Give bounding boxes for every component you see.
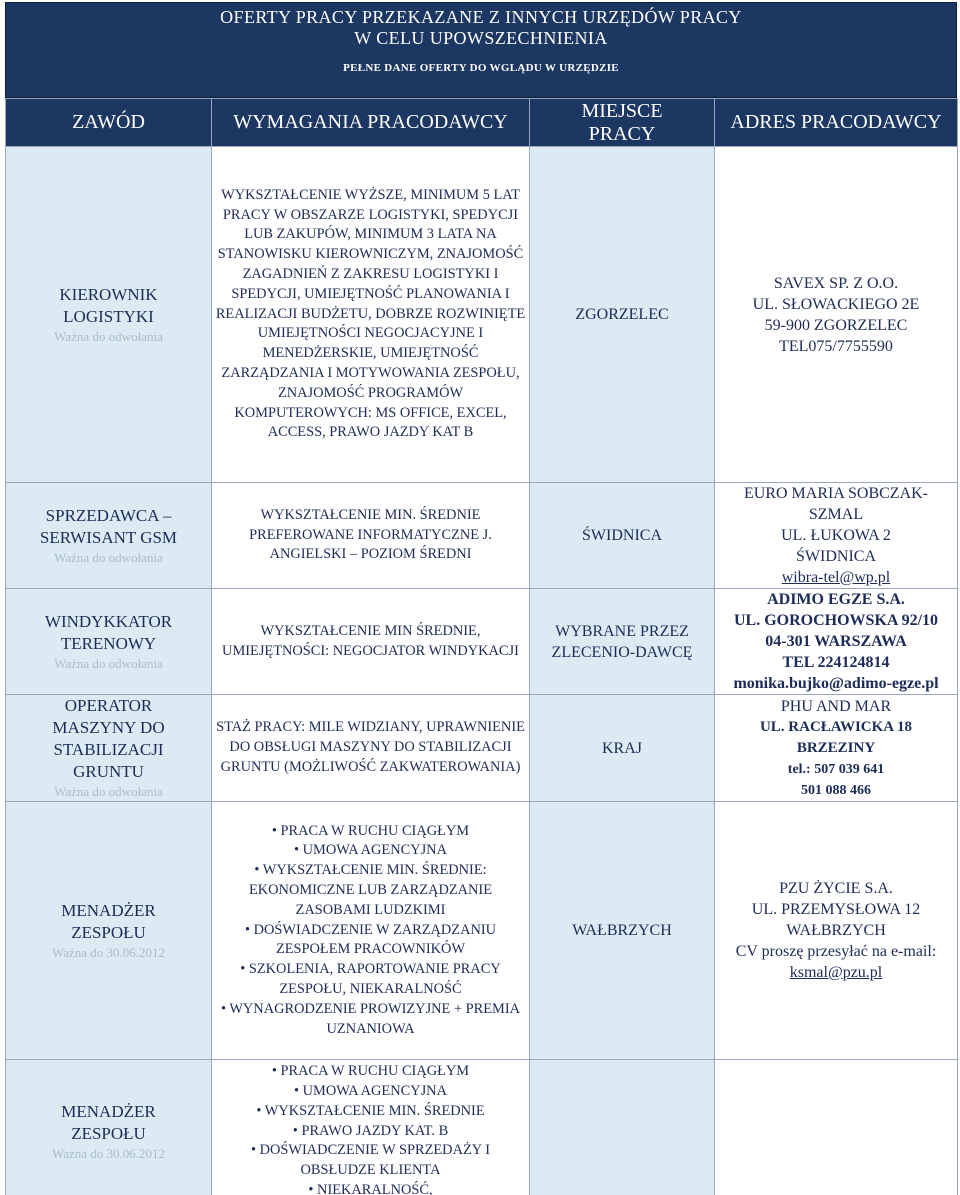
occupation-line: MENADŻER [61,1101,156,1121]
table-row [6,802,958,1060]
validity-note: Ważna do odwołania [54,328,163,344]
occupation-line: TERENOWY [60,633,157,653]
column-header-miejsce-line2: PRACY [588,122,656,145]
validity-note: Ważna do odwołania [54,549,163,565]
list-item: • DOŚWIADCZENIE W ZARZĄDZANIU ZESPOŁEM PRACOWNIKÓW [215,921,526,961]
list-item: • WYKSZTAŁCENIE MIN. ŚREDNIE [215,1102,526,1122]
requirements-list [215,1062,526,1195]
email-text: monika.bujko@adimo-egze.pl [733,675,939,692]
list-item: • UMOWA AGENCYJNA [215,841,526,861]
occupation-cell [6,695,212,802]
employer-name: PHU AND MAR [780,697,892,715]
table-row [6,695,958,802]
occupation-line: GRUNTU [73,762,144,781]
column-header-adres: ADRES PRACODAWCY [715,99,958,147]
list-item: • DOŚWIADCZENIE W SPRZEDAŻY I OBSŁUDZE KLIENTA [215,1141,526,1181]
address-line: UL. PRZEMYSŁOWA 12 [751,901,921,918]
employer-address-cell [715,695,958,802]
address-line: UL. GOROCHOWSKA 92/10 [733,612,939,629]
list-item: • UMOWA AGENCYJNA [215,1082,526,1102]
contact-note: CV proszę przesyłać na e-mail: [735,943,937,960]
list-item: • SZKOLENIA, RAPORTOWANIE PRACY ZESPOŁU, NIEKARALNOŚĆ [215,960,526,1000]
workplace-cell: ZGORZELEC [530,147,715,483]
table-row [6,483,958,589]
email-link[interactable]: wibra-tel@wp.pl [781,569,891,586]
occupation-line: ZESPOŁU [71,922,146,942]
occupation-line: SERWISANT GSM [39,527,178,547]
workplace-cell: WYBRANE PRZEZ ZLECENIO-DAWCĘ [530,589,715,695]
requirements-cell [212,1060,530,1195]
address-line: UL. ŁUKOWA 2 [781,527,891,544]
validity-note: Ważna do odwołania [54,784,163,799]
occupation-cell [6,802,212,1060]
table-row [6,589,958,695]
occupation-cell [6,147,212,483]
table-row [6,1060,958,1195]
employer-address-cell [715,147,958,483]
workplace-cell: WAŁBRZYCH [530,802,715,1060]
occupation-line: SPRZEDAWCA – [45,505,172,525]
list-item: • WYNAGRODZENIE PROWIZYJNE + PREMIA UZNANIOWA [215,1000,526,1040]
requirements-cell: WYKSZTAŁCENIE MIN ŚREDNIE, UMIEJĘTNOŚCI: NEGOCJATOR WINDYKACJI [212,589,530,695]
phone-line: TEL075/7755590 [779,337,893,355]
employer-address-cell [715,802,958,1060]
column-header-miejsce [530,99,715,147]
phone-line: 501 088 466 [801,782,871,798]
address-line: ŚWIDNICA [796,548,876,565]
occupation-line: KIEROWNIK [59,284,158,304]
banner-subtitle: PEŁNE DANE OFERTY DO WGLĄDU W URZĘDZIE [343,62,619,74]
banner-title-line1: OFERTY PRACY PRZEKAZANE Z INNYCH URZĘDÓW PRACY [220,7,742,27]
list-item: • NIEKARALNOŚĆ, [215,1181,526,1195]
list-item: • WYKSZTAŁCENIE MIN. ŚREDNIE: EKONOMICZNE LUB ZARZĄDZANIE ZASOBAMI LUDZKIMI [215,861,526,920]
banner-title-line2: W CELU UPOWSZECHNIENIA [354,28,608,48]
list-item: • PRACA W RUCHU CIĄGŁYM [215,822,526,842]
column-header-wymagania: WYMAGANIA PRACODAWCY [212,99,530,147]
requirements-cell: WYKSZTAŁCENIE WYŻSZE, MINIMUM 5 LAT PRACY W OBSZARZE LOGISTYKI, SPEDYCJI LUB ZAKUPÓW, MINIMUM 3 LATA NA STANOWISKU KIEROWNICZYM, ZNAJOMOŚĆ ZAGADNIEŃ Z ZAKRESU LOGISTYKI I SPEDYCJI, UMIEJĘTNOŚĆ PLANOWANIA I REALIZACJI BUDŻETU, DOBRZE ROZWINIĘTE UMIEJĘTNOŚCI NEGOCJACYJNE I MENEDŻERSKIE, UMIEJĘTNOŚĆ ZARZĄDZANIA I MOTYWOWANIA ZESPOŁU, ZNAJOMOŚĆ PROGRAMÓW KOMPUTEROWYCH: MS OFFICE, EXCEL, ACCESS, PRAWO JAZDY KAT B [212,147,530,483]
employer-address-cell [715,1060,958,1195]
address-line: UL. RACŁAWICKA 18 [759,718,913,735]
header-banner [5,2,957,98]
workplace-cell [530,1060,715,1195]
validity-note: Ważna do 30.06.2012 [51,944,166,960]
occupation-line: LOGISTYKI [63,306,154,326]
table-header-row [6,99,958,147]
employer-name: EURO MARIA SOBCZAK-SZMAL [743,485,928,523]
workplace-cell: KRAJ [530,695,715,802]
requirements-cell: STAŻ PRACY: MILE WIDZIANY, UPRAWNIENIE DO OBSŁUGI MASZYNY DO STABILIZACJI GRUNTU (MOŻLIWOŚĆ ZAKWATEROWANIA) [212,695,530,802]
employer-name: PZU ŻYCIE S.A. [779,880,893,897]
occupation-cell [6,589,212,695]
occupation-line: MENADŻER [61,900,156,920]
requirements-cell: WYKSZTAŁCENIE MIN. ŚREDNIE PREFEROWANE INFORMATYCZNE J. ANGIELSKI – POZIOM ŚREDNI [212,483,530,589]
occupation-line: STABILIZACJI [53,740,164,759]
occupation-line: WINDYKKATOR [44,611,173,631]
address-line: 59-900 ZGORZELEC [764,316,908,334]
occupation-cell [6,483,212,589]
occupation-line: MASZYNY DO [52,718,165,737]
occupation-cell [6,1060,212,1195]
job-offers-table [5,98,958,1195]
list-item: • PRAWO JAZDY KAT. B [215,1122,526,1142]
employer-name: SAVEX SP. Z O.O. [773,274,899,292]
table-row [6,147,958,483]
validity-note: Ważna do 30.06.2012 [51,1145,166,1161]
requirements-list [215,822,526,1040]
validity-note: Ważna do odwołania [54,655,163,671]
address-line: BRZEZINY [796,739,876,756]
phone-line: tel.: 507 039 641 [787,761,885,777]
employer-address-cell [715,589,958,695]
requirements-cell [212,802,530,1060]
address-line: UL. SŁOWACKIEGO 2E [752,295,920,313]
address-line: WAŁBRZYCH [786,922,886,939]
list-item: • PRACA W RUCHU CIĄGŁYM [215,1062,526,1082]
employer-address-cell [715,483,958,589]
email-link[interactable]: ksmal@pzu.pl [789,964,883,981]
phone-line: TEL 224124814 [782,654,890,671]
workplace-cell: ŚWIDNICA [530,483,715,589]
employer-name: ADIMO EGZE S.A. [767,591,905,608]
column-header-zawod: ZAWÓD [6,99,212,147]
address-line: 04-301 WARSZAWA [765,633,907,650]
occupation-line: OPERATOR [64,696,153,715]
occupation-line: ZESPOŁU [71,1123,146,1143]
column-header-miejsce-line1: MIEJSCE [581,99,663,122]
